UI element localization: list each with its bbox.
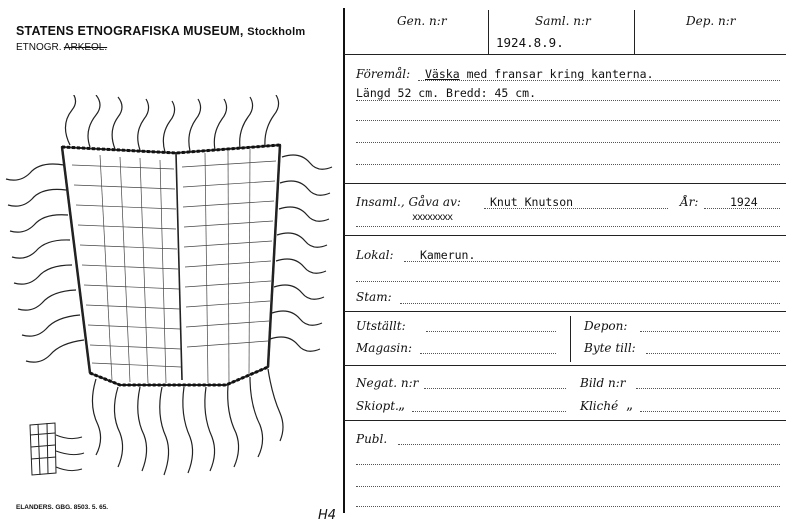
foremal-value-line2: Längd 52 cm. Bredd: 45 cm. [356, 86, 537, 100]
dotted-line [484, 208, 668, 209]
museum-city: Stockholm [247, 26, 306, 38]
foremal-object: Väska [425, 67, 460, 81]
dotted-line [420, 353, 556, 354]
dotted-line [356, 226, 780, 227]
handwritten-mark: H4 [318, 508, 337, 523]
section-rule [344, 365, 786, 366]
saml-nr-label: Saml. n:r [535, 14, 591, 28]
gen-nr-label: Gen. n:r [397, 14, 447, 28]
foremal-value-line1 [425, 67, 654, 81]
column-divider [570, 316, 571, 362]
bild-label: Bild n:r [580, 376, 626, 390]
museum-name: STATENS ETNOGRAFISKA MUSEUM, [16, 24, 244, 38]
dotted-line [640, 331, 780, 332]
column-divider [634, 10, 635, 54]
saml-nr-value: 1924.8.9. [496, 35, 564, 50]
department-line [16, 42, 107, 53]
depon-label: Depon: [584, 319, 628, 333]
section-rule [344, 235, 786, 236]
byte-till-label: Byte till: [584, 341, 636, 355]
publ-label: Publ. [356, 432, 388, 446]
museum-header [16, 24, 305, 38]
dep-nr-label: Dep. n:r [686, 14, 736, 28]
skiopt-label: Skiopt. [356, 399, 399, 413]
dotted-line [646, 353, 780, 354]
dotted-line [356, 464, 780, 465]
year-label: År: [680, 195, 699, 209]
dotted-line [424, 388, 566, 389]
dotted-line [356, 164, 780, 165]
foremal-description: med fransar kring kanterna. [466, 67, 654, 81]
dotted-line [356, 142, 780, 143]
insaml-label: Insaml., Gåva av: [356, 195, 461, 209]
crossed-out-text: xxxxxxxx [412, 212, 453, 223]
section-rule [344, 183, 786, 184]
negat-label: Negat. n:r [356, 376, 419, 390]
department-struck: ARKEOL. [63, 42, 108, 53]
lokal-value: Kamerun. [420, 248, 476, 262]
donor-value: Knut Knutson [490, 195, 574, 209]
lokal-label: Lokal: [356, 248, 394, 262]
dotted-line [404, 261, 780, 262]
dotted-line [400, 303, 780, 304]
dotted-line [398, 444, 780, 445]
section-rule [344, 311, 786, 312]
section-rule [344, 420, 786, 421]
section-rule [344, 54, 786, 55]
column-divider [488, 10, 489, 54]
dotted-line [418, 80, 780, 81]
year-value: 1924 [730, 195, 758, 209]
department-label: ETNOGR. [16, 42, 62, 53]
dotted-line [636, 388, 780, 389]
dotted-line [426, 331, 556, 332]
dotted-line [640, 411, 780, 412]
printer-imprint: ELANDERS. GBG. 8503. 5. 65. [16, 504, 109, 511]
dotted-line [356, 100, 780, 101]
magasin-label: Magasin: [356, 341, 413, 355]
dotted-line [412, 411, 566, 412]
dotted-line [356, 486, 780, 487]
foremal-label: Föremål: [356, 67, 411, 81]
form-left-border [343, 8, 345, 513]
dotted-line [356, 120, 780, 121]
bag-drawing [0, 95, 340, 500]
kliche-ditto: „ [626, 397, 634, 413]
dotted-line [704, 208, 780, 209]
stam-label: Stam: [356, 290, 392, 304]
kliche-label: Kliché [580, 399, 619, 413]
skiopt-ditto: „ [398, 397, 406, 413]
dotted-line [356, 281, 780, 282]
dotted-line [356, 506, 780, 507]
utstallt-label: Utställt: [356, 319, 406, 333]
